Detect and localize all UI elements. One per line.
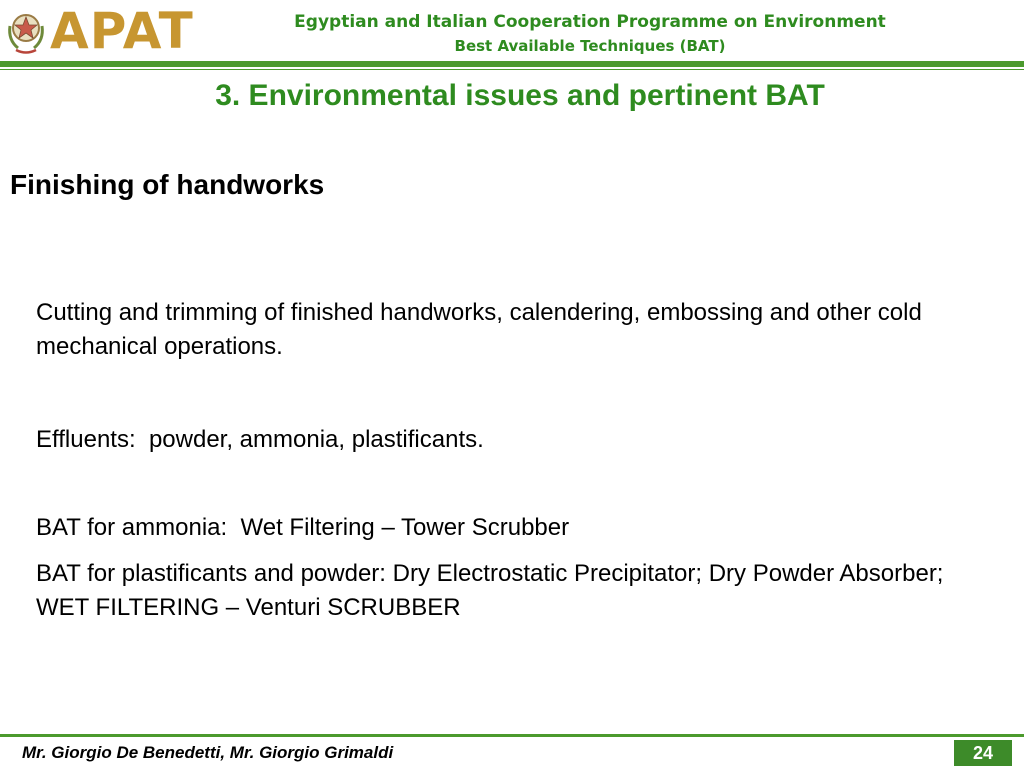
programme-title: Egyptian and Italian Cooperation Programme on Environment — [294, 12, 886, 32]
header-divider — [0, 61, 1024, 67]
apat-logo: APAT — [50, 2, 194, 60]
programme-subtitle: Best Available Techniques (BAT) — [454, 37, 726, 55]
page-number-badge — [954, 740, 1012, 766]
body-paragraph-operations: Cutting and trimming of finished handworks, calendering, embossing and other cold mechanical operations. — [36, 299, 929, 360]
body-paragraph-bat-ammonia: BAT for ammonia: Wet Filtering – Tower Scrubber — [36, 514, 570, 541]
italian-republic-emblem-icon — [4, 6, 48, 56]
page-number: 24 — [972, 743, 994, 763]
body-paragraph-effluents: Effluents: powder, ammonia, plastificants. — [36, 426, 484, 453]
footer-authors: Mr. Giorgio De Benedetti, Mr. Giorgio Grimaldi — [22, 743, 394, 762]
footer-divider — [0, 734, 1024, 737]
slide-title: 3. Environmental issues and pertinent BAT — [215, 79, 825, 112]
section-heading: Finishing of handworks — [10, 169, 325, 200]
header-divider-thin — [0, 69, 1024, 70]
body-paragraph-bat-plastificants: BAT for plastificants and powder: Dry Electrostatic Precipitator; Dry Powder Absorber; WET FILTERING – Venturi SCRUBBER — [36, 560, 951, 621]
